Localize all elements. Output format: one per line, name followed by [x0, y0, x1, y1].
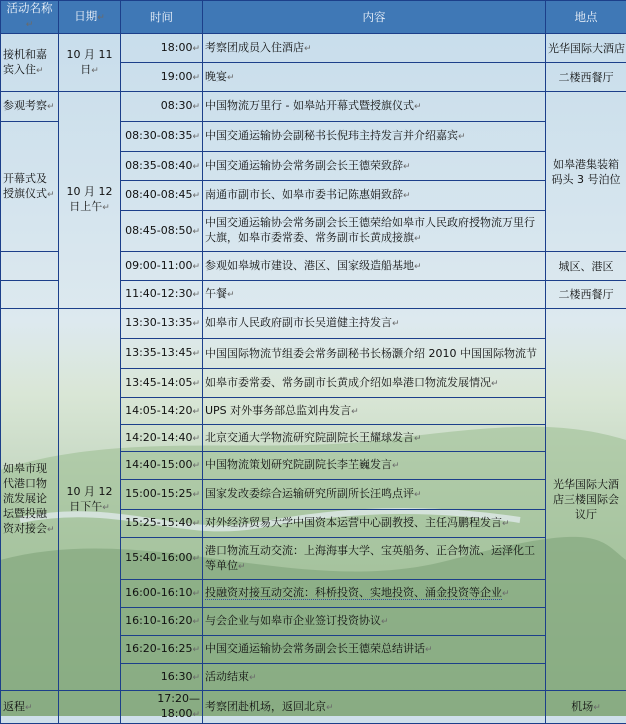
- time-cell: 11:40-12:30↵: [121, 281, 203, 309]
- location-cell: 二楼西餐厅: [546, 63, 626, 92]
- location-cell: 光华国际大酒店三楼国际会议厅: [546, 309, 626, 691]
- date-cell: 10 月 11 日↵: [59, 34, 121, 92]
- time-cell: 16:30↵: [121, 664, 203, 691]
- time-cell: 14:20-14:40↵: [121, 425, 203, 452]
- activity-cell: 参观考察↵: [1, 92, 59, 122]
- time-cell: 14:05-14:20↵: [121, 398, 203, 425]
- content-cell: 港口物流互动交流：上海海事大学、宝英船务、正合物流、运泽化工等单位↵: [203, 538, 546, 580]
- activity-cell: 返程↵: [1, 691, 59, 724]
- time-cell: 13:30-13:35↵: [121, 309, 203, 339]
- time-cell: 15:00-15:25↵: [121, 480, 203, 510]
- activity-cell: 如皋市现代港口物流发展论坛暨投融资对接会↵: [1, 309, 59, 691]
- time-cell: 16:10-16:20↵: [121, 608, 203, 636]
- content-cell: UPS 对外事务部总监刘冉发言↵: [203, 398, 546, 425]
- content-cell: 午餐↵: [203, 281, 546, 309]
- time-cell: 09:00-11:00↵: [121, 252, 203, 281]
- header-row: [1, 1, 626, 34]
- content-cell: 中国交通运输协会副秘书长倪玮主持发言并介绍嘉宾↵: [203, 122, 546, 152]
- activity-cell: 开幕式及授旗仪式↵: [1, 122, 59, 252]
- content-cell: 南通市副市长、如皋市委书记陈惠娟致辞↵: [203, 181, 546, 211]
- date-cell: 10 月 12 日上午↵: [59, 92, 121, 309]
- location-cell: 二楼西餐厅: [546, 281, 626, 309]
- header-location: 地点: [546, 1, 626, 34]
- date-cell: [59, 691, 121, 724]
- time-cell: 16:20-16:25↵: [121, 636, 203, 664]
- time-cell: 14:40-15:00↵: [121, 452, 203, 480]
- activity-cell: [1, 252, 59, 281]
- header-time: 时间: [121, 1, 203, 34]
- time-cell: 08:30↵: [121, 92, 203, 122]
- content-cell: 与会企业与如皋市企业签订投资协议↵: [203, 608, 546, 636]
- content-cell: 中国交通运输协会常务副会长王德荣致辞↵: [203, 152, 546, 181]
- table-row: [1, 691, 626, 724]
- content-cell: 晚宴↵: [203, 63, 546, 92]
- content-cell: 中国物流策划研究院副院长李芏巍发言↵: [203, 452, 546, 480]
- time-cell: 15:40-16:00↵: [121, 538, 203, 580]
- content-cell: 中国国际物流节组委会常务副秘书长杨灏介绍 2010 中国国际物流节: [203, 339, 546, 369]
- time-cell: 08:40-08:45↵: [121, 181, 203, 211]
- time-cell: 18:00↵: [121, 34, 203, 63]
- content-cell: 如皋市委常委、常务副市长黄成介绍如皋港口物流发展情况↵: [203, 369, 546, 398]
- time-cell: 08:30-08:35↵: [121, 122, 203, 152]
- header-activity: 活动名称↵: [1, 1, 59, 34]
- activity-cell: [1, 281, 59, 309]
- location-cell: 城区、港区: [546, 252, 626, 281]
- header-content: 内容: [203, 1, 546, 34]
- header-date: 日期↵: [59, 1, 121, 34]
- table-row: [1, 92, 626, 122]
- content-cell: 国家发改委综合运输研究所副所长汪鸣点评↵: [203, 480, 546, 510]
- content-cell: 中国交通运输协会常务副会长王德荣总结讲话↵: [203, 636, 546, 664]
- content-cell: 考察团成员入住酒店↵: [203, 34, 546, 63]
- content-cell: 北京交通大学物流研究院副院长王耀球发言↵: [203, 425, 546, 452]
- time-cell: 13:35-13:45↵: [121, 339, 203, 369]
- activity-cell: 接机和嘉宾入住↵: [1, 34, 59, 92]
- time-cell: 08:35-08:40↵: [121, 152, 203, 181]
- time-cell: 16:00-16:10↵: [121, 580, 203, 608]
- content-cell: 中国交通运输协会常务副会长王德荣给如皋市人民政府授物流万里行大旗，如皋市委常委、常务副市长黄成接旗↵: [203, 211, 546, 252]
- table-row: [1, 309, 626, 339]
- time-cell: 15:25-15:40↵: [121, 510, 203, 538]
- location-cell: 光华国际大酒店: [546, 34, 626, 63]
- content-cell: 参观如皋城市建设、港区、国家级造船基地↵: [203, 252, 546, 281]
- time-cell: 13:45-14:05↵: [121, 369, 203, 398]
- content-cell: 投融资对接互动交流：科桥投资、实地投资、涌金投资等企业↵: [203, 580, 546, 608]
- content-cell: 中国物流万里行 - 如皋站开幕式暨授旗仪式↵: [203, 92, 546, 122]
- content-cell: 考察团赴机场，返回北京↵: [203, 691, 546, 724]
- content-cell: 如皋市人民政府副市长吴道健主持发言↵: [203, 309, 546, 339]
- time-cell: 17:20—18:00↵: [121, 691, 203, 724]
- location-cell: 机场↵: [546, 691, 626, 724]
- date-cell: 10 月 12 日下午↵: [59, 309, 121, 691]
- location-cell: 如皋港集装箱码头 3 号泊位: [546, 92, 626, 252]
- table-row: [1, 34, 626, 63]
- content-cell: 活动结束↵: [203, 664, 546, 691]
- content-cell: 对外经济贸易大学中国资本运营中心副教授、主任冯鹏程发言↵: [203, 510, 546, 538]
- time-cell: 08:45-08:50↵: [121, 211, 203, 252]
- time-cell: 19:00↵: [121, 63, 203, 92]
